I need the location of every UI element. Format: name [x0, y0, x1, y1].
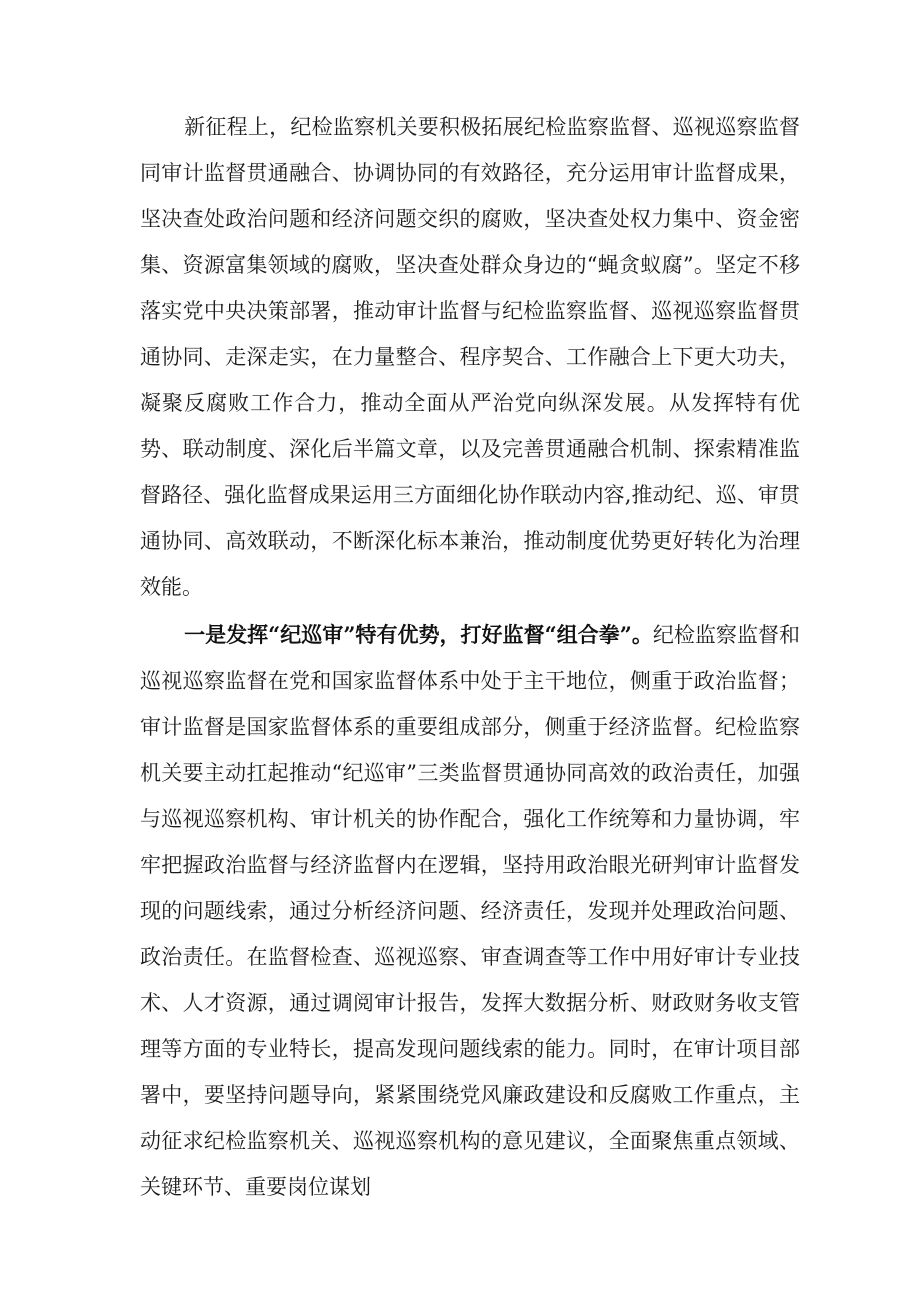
- paragraph-first-point: [140, 612, 800, 1210]
- paragraph-lead-heading: 一是发挥“纪巡审”特有优势，打好监督“组合拳”。: [184, 622, 653, 647]
- document-body: [140, 104, 800, 1210]
- paragraph-first-point-body: 纪检监察监督和巡视巡察监督在党和国家监督体系中处于主干地位，侧重于政治监督；审计监督是国家监督体系的重要组成部分，侧重于经济监督。纪检监察机关要主动扛起推动“纪巡审”三类监督贯通协同高效的政治责任，加强与巡视巡察机构、审计机关的协作配合，强化工作统筹和力量协调，牢牢把握政治监督与经济监督内在逻辑，坚持用政治眼光研判审计监督发现的问题线索，通过分析经济问题、经济责任，发现并处理政治问题、政治责任。在监督检查、巡视巡察、审查调查等工作中用好审计专业技术、人才资源，通过调阅审计报告，发挥大数据分析、财政财务收支管理等方面的专业特长，提高发现问题线索的能力。同时，在审计项目部署中，要坚持问题导向，紧紧围绕党风廉政建设和反腐败工作重点，主动征求纪检监察机关、巡视巡察机构的意见建议，全面聚焦重点领域、关键环节、重要岗位谋划: [140, 623, 800, 1199]
- paragraph-intro: 新征程上，纪检监察机关要积极拓展纪检监察监督、巡视巡察监督同审计监督贯通融合、协调协同的有效路径，充分运用审计监督成果，坚决查处政治问题和经济问题交织的腐败，坚决查处权力集中、资金密集、资源富集领域的腐败，坚决查处群众身边的“蝇贪蚁腐”。坚定不移落实党中央决策部署，推动审计监督与纪检监察监督、巡视巡察监督贯通协同、走深走实，在力量整合、程序契合、工作融合上下更大功夫，凝聚反腐败工作合力，推动全面从严治党向纵深发展。从发挥特有优势、联动制度、深化后半篇文章，以及完善贯通融合机制、探索精准监督路径、强化监督成果运用三方面细化协作联动内容,推动纪、巡、审贯通协同、高效联动，不断深化标本兼治，推动制度优势更好转化为治理效能。: [140, 115, 800, 599]
